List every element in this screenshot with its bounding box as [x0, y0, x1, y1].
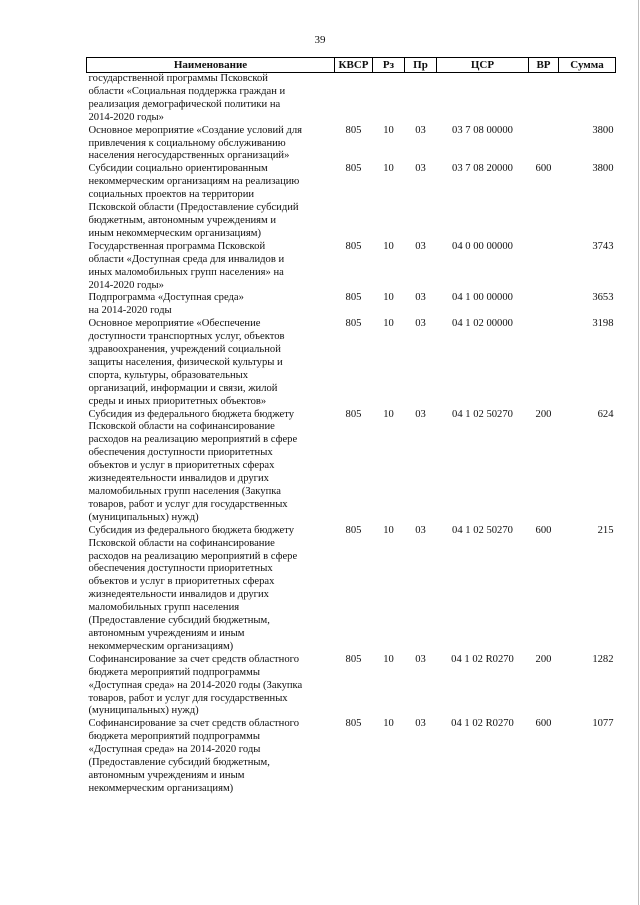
row-pr-cell: 03 [415, 240, 426, 252]
row-name-line: маломобильных групп населения [88, 602, 240, 614]
row-name-line: области «Социальная поддержка граждан и [88, 85, 286, 97]
table-row [87, 409, 616, 525]
row-kvsr-cell: 805 [345, 124, 362, 136]
table-row [87, 163, 616, 240]
header-pr: Пр [405, 58, 437, 73]
header-vr: ВР [529, 58, 559, 73]
row-name-line: бюджетным, автономным учреждениям и [88, 214, 277, 226]
row-name-line: (муниципальных) нужд) [88, 511, 199, 523]
row-name-line: среды и иных приоритетных объектов» [88, 395, 267, 407]
budget-table [86, 57, 616, 796]
row-csr-cell: 04 1 02 00000 [452, 318, 513, 330]
row-sum-cell [559, 73, 616, 125]
header-rz: Рз [373, 58, 405, 73]
row-sum-cell: 3743 [592, 240, 614, 252]
row-sum-cell: 1282 [592, 653, 614, 665]
row-pr-cell: 03 [415, 524, 426, 536]
row-name-line: объектов и услуг в приоритетных сферах [88, 576, 275, 588]
row-rz-cell: 10 [383, 163, 394, 175]
row-pr-cell: 03 [415, 163, 426, 175]
row-name-line: автономным учреждениям и иным [88, 627, 245, 639]
row-name-line: иных маломобильных групп населения» на [88, 266, 284, 278]
row-sum-cell: 3653 [592, 292, 614, 304]
row-name-line: (Предоставление субсидий бюджетным, [88, 757, 270, 769]
row-name-line: маломобильных групп населения (Закупка [88, 486, 281, 497]
row-vr-cell [529, 318, 559, 408]
row-name-line: спорта, культуры, образовательных [88, 369, 249, 381]
row-rz-cell: 10 [383, 524, 394, 536]
row-name-line: расходов на реализацию мероприятий в сфере [88, 434, 298, 446]
row-name-line: бюджета мероприятий подпрограммы [88, 731, 260, 743]
row-pr-cell: 03 [415, 408, 426, 420]
row-name-cell [87, 125, 335, 164]
row-csr-cell: 04 1 02 50270 [452, 524, 513, 536]
row-sum-cell: 3800 [592, 124, 614, 136]
row-kvsr-cell: 805 [345, 653, 362, 665]
row-name-line: (муниципальных) нужд) [88, 705, 199, 717]
table-row [87, 654, 616, 719]
header-name: Наименование [87, 58, 335, 73]
row-name-line: 2014-2020 годы» [88, 111, 164, 123]
row-name-line: автономным учреждениям и иным [88, 769, 245, 781]
row-rz-cell: 10 [383, 292, 394, 304]
row-name-line: организаций, информации и связи, жилой [88, 382, 278, 394]
row-name-line: защиты населения, физической культуры и [88, 356, 283, 368]
row-name-line: государственной программы Псковской [88, 73, 268, 84]
row-rz-cell: 10 [383, 653, 394, 665]
row-name-line: Субсидии социально ориентированным [88, 163, 268, 175]
row-name-line: Псковской области (Предоставление субсидий [88, 202, 299, 214]
row-rz-cell: 10 [383, 124, 394, 136]
row-csr-cell: 03 7 08 20000 [452, 163, 513, 175]
row-name-line: расходов на реализацию мероприятий в сфере [88, 550, 298, 562]
row-sum-cell: 3800 [592, 163, 614, 175]
row-name-line: Подпрограмма «Доступная среда» [88, 292, 244, 304]
row-name-line: Софинансирование за счет средств областного [88, 718, 300, 730]
row-name-cell [87, 525, 335, 654]
row-kvsr-cell: 805 [345, 163, 362, 175]
row-name-cell [87, 73, 335, 125]
row-name-line: объектов и услуг в приоритетных сферах [88, 460, 275, 472]
row-name-line: «Доступная среда» на 2014-2020 годы (Закупка [88, 679, 303, 691]
row-name-line: здравоохранения, учреждений социальной [88, 344, 281, 356]
row-rz-cell: 10 [383, 318, 394, 330]
row-name-line: Псковской области на софинансирование [88, 421, 275, 433]
row-name-line: 2014-2020 годы» [88, 279, 164, 291]
scan-edge [638, 0, 639, 905]
row-name-cell [87, 718, 335, 795]
table-row [87, 241, 616, 293]
row-vr-cell [529, 125, 559, 164]
row-rz-cell: 10 [383, 408, 394, 420]
table-row [87, 718, 616, 795]
row-rz-cell: 10 [383, 718, 394, 730]
row-name-cell [87, 654, 335, 719]
row-vr-cell: 200 [535, 408, 552, 420]
row-name-line: обеспечения доступности приоритетных [88, 447, 273, 459]
row-sum-cell: 3198 [592, 318, 614, 330]
row-name-line: некоммерческим организациям на реализацию [88, 176, 300, 188]
row-pr-cell: 03 [415, 124, 426, 136]
row-vr-cell [529, 292, 559, 318]
row-vr-cell: 200 [535, 653, 552, 665]
row-csr-cell: 03 7 08 00000 [452, 124, 513, 136]
row-csr-cell: 04 1 02 R0270 [451, 718, 514, 730]
row-name-line: Софинансирование за счет средств областного [88, 653, 300, 665]
row-name-line: «Доступная среда» на 2014-2020 годы [88, 744, 261, 756]
row-name-line: реализация демографической политики на [88, 98, 281, 110]
row-kvsr-cell: 805 [345, 408, 362, 420]
row-pr-cell: 03 [415, 653, 426, 665]
row-name-cell [87, 318, 335, 408]
row-name-line: Государственная программа Псковской [88, 240, 266, 252]
row-vr-cell [529, 241, 559, 293]
table-row [87, 318, 616, 408]
row-vr-cell: 600 [535, 524, 552, 536]
row-csr-cell: 04 1 00 00000 [452, 292, 513, 304]
table-body [87, 73, 616, 796]
row-csr-cell: 04 1 02 50270 [452, 408, 513, 420]
row-name-line: доступности транспортных услуг, объектов [88, 331, 285, 343]
row-vr-cell: 600 [535, 163, 552, 175]
row-sum-cell: 1077 [592, 718, 614, 730]
row-kvsr-cell: 805 [345, 718, 362, 730]
row-rz-cell [373, 73, 405, 125]
row-name-line: Основное мероприятие «Обеспечение [88, 318, 261, 330]
row-name-cell [87, 241, 335, 293]
row-csr-cell [437, 73, 529, 125]
row-name-line: некоммерческим организациям) [88, 782, 234, 794]
row-name-line: товаров, работ и услуг для государственных [88, 692, 288, 704]
row-vr-cell: 600 [535, 718, 552, 730]
row-kvsr-cell: 805 [345, 240, 362, 252]
row-sum-cell: 624 [597, 408, 614, 420]
row-name-cell [87, 409, 335, 525]
table-row [87, 292, 616, 318]
row-kvsr-cell [335, 73, 373, 125]
row-name-line: привлечения к социальному обслуживанию [88, 137, 286, 149]
table-header [87, 58, 616, 73]
table-row [87, 125, 616, 164]
row-name-cell [87, 292, 335, 318]
row-kvsr-cell: 805 [345, 318, 362, 330]
row-sum-cell: 215 [597, 524, 614, 536]
row-name-line: обеспечения доступности приоритетных [88, 563, 273, 575]
row-name-line: Псковской области на софинансирование [88, 537, 275, 549]
row-name-line: иным некоммерческим организациям) [88, 227, 261, 239]
header-csr: ЦСР [437, 58, 529, 73]
row-name-line: (Предоставление субсидий бюджетным, [88, 615, 270, 627]
header-kvsr: КВСР [335, 58, 373, 73]
row-name-line: бюджета мероприятий подпрограммы [88, 666, 260, 678]
row-name-line: жизнедеятельности инвалидов и других [88, 473, 269, 485]
table-row [87, 525, 616, 654]
row-kvsr-cell: 805 [345, 524, 362, 536]
row-pr-cell: 03 [415, 718, 426, 730]
row-name-line: товаров, работ и услуг для государственных [88, 498, 288, 510]
page-number: 39 [314, 34, 326, 46]
row-name-line: области «Доступная среда для инвалидов и [88, 253, 285, 265]
row-name-line: на 2014-2020 годы [88, 305, 172, 317]
row-csr-cell: 04 1 02 R0270 [451, 653, 514, 665]
row-name-line: жизнедеятельности инвалидов и других [88, 589, 269, 601]
row-rz-cell: 10 [383, 240, 394, 252]
row-pr-cell [405, 73, 437, 125]
row-name-line: социальных проектов на территории [88, 189, 255, 201]
row-name-line: населения негосударственных организаций» [88, 150, 290, 162]
header-sum: Сумма [559, 58, 616, 73]
row-name-line: Субсидия из федерального бюджета бюджету [88, 524, 294, 536]
row-name-cell [87, 163, 335, 240]
row-name-line: некоммерческим организациям) [88, 640, 234, 652]
row-kvsr-cell: 805 [345, 292, 362, 304]
row-pr-cell: 03 [415, 318, 426, 330]
table-row [87, 73, 616, 125]
row-name-line: Субсидия из федерального бюджета бюджету [88, 408, 294, 420]
row-csr-cell: 04 0 00 00000 [452, 240, 513, 252]
row-pr-cell: 03 [415, 292, 426, 304]
row-name-line: Основное мероприятие «Создание условий для [88, 124, 302, 136]
row-vr-cell [529, 73, 559, 125]
